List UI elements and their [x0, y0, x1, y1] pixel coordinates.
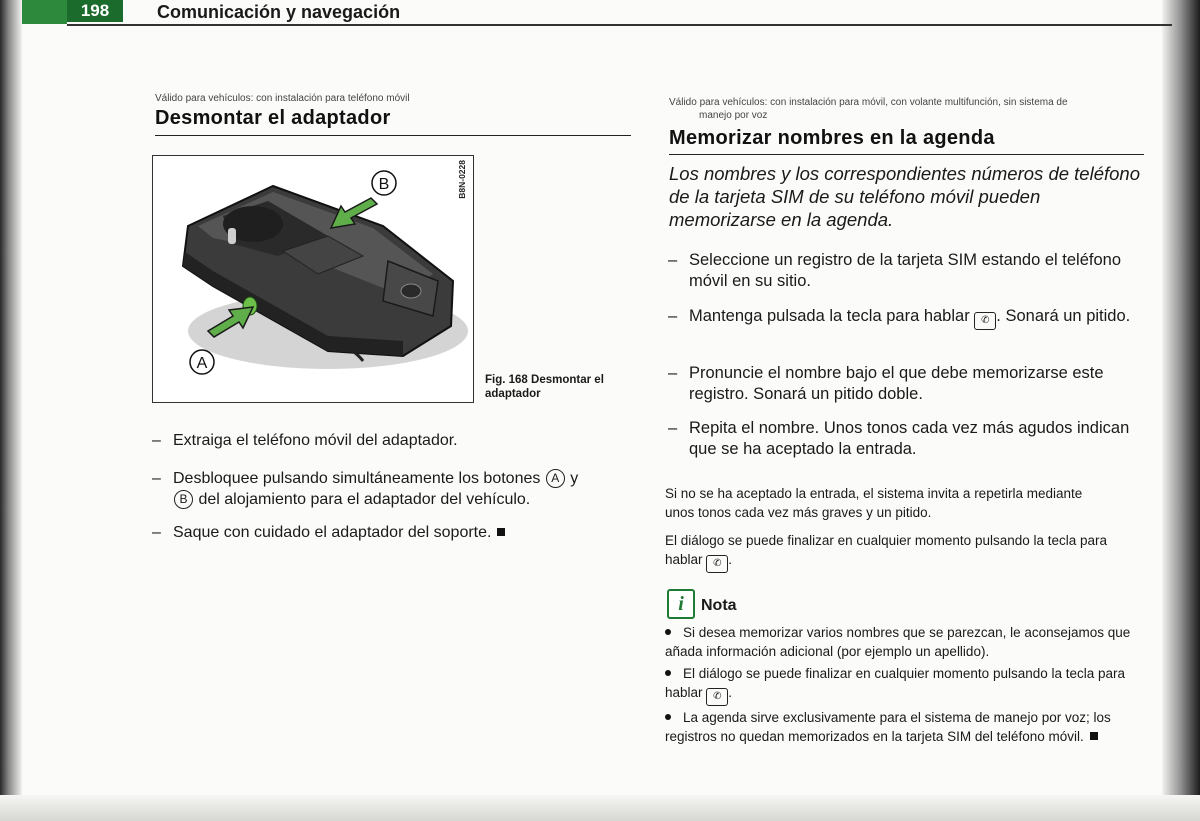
left-step-2-text-post: del alojamiento para el adaptador del vehículo. [198, 491, 531, 508]
running-title: Comunicación y navegación [157, 2, 401, 22]
right-step-2: – Mantenga pulsada la tecla para hablar ✆ . Sonará un pitido. [668, 306, 1146, 330]
note-bullet-2-text-post: . [728, 685, 733, 700]
header-rule [67, 24, 1172, 26]
right-step-3: – Pronuncie el nombre bajo el que debe memorizarse este registro. Sonará un pitido doble. [668, 363, 1146, 405]
info-icon: i [667, 589, 695, 619]
note-bullet-3 [665, 708, 1143, 746]
right-section-rule [669, 154, 1144, 155]
right-validity-note [669, 96, 1149, 122]
page-number: 198 [67, 0, 123, 22]
page-number-band [22, 0, 67, 24]
note-bullet-1 [665, 623, 1143, 661]
left-step-2-text-pre: Desbloquee pulsando simultáneamente los botones [173, 470, 541, 487]
right-step-4: – Repita el nombre. Unos tonos cada vez más agudos indican que se ha aceptado la entrada. [668, 418, 1146, 460]
right-validity-line1: Válido para vehículos: con instalación para móvil, con volante multifunción, sin sistema de [669, 97, 1068, 108]
scan-shadow-right [1162, 0, 1200, 821]
note-title: Nota [701, 597, 737, 614]
right-paragraph-2-post: . [728, 552, 733, 567]
right-step-1-text: Seleccione un registro de la tarjeta SIM estando el teléfono móvil en su sitio. [689, 251, 1122, 290]
right-paragraph-1: Si no se ha aceptado la entrada, el sistema invita a repetirla mediante unos tonos cada vez más graves y un pitido. [665, 486, 1083, 520]
right-paragraph-2-pre: El diálogo se puede finalizar en cualquier momento pulsando la tecla para hablar [665, 533, 1108, 567]
talk-key-icon: ✆ [706, 555, 728, 573]
callout-b-label: B [378, 176, 390, 193]
note-bullet-3-text: La agenda sirve exclusivamente para el sistema de manejo por voz; los registros no quedan memorizados en la tarjeta SIM del teléfono móvil. [665, 710, 1111, 744]
figure-code: B8N-0228 [457, 160, 467, 199]
left-step-3: – Saque con cuidado el adaptador del soporte. [152, 522, 632, 543]
callout-a-label: A [196, 355, 208, 372]
right-section-title: Memorizar nombres en la agenda [669, 127, 995, 149]
left-step-2: – Desbloquee pulsando simultáneamente los botones A y B del alojamiento para el adaptador del vehículo. [152, 470, 579, 508]
talk-key-icon: ✆ [974, 312, 996, 330]
bullet-dot [665, 714, 671, 720]
left-step-1: – Extraiga el teléfono móvil del adaptador. [152, 430, 632, 451]
right-paragraph-2 [665, 531, 1135, 573]
left-step-1-text: Extraiga el teléfono móvil del adaptador. [173, 432, 458, 449]
left-step-2-text-mid: y [570, 470, 579, 487]
left-section-title: Desmontar el adaptador [155, 107, 391, 129]
bullet-dot [665, 670, 671, 676]
figure-caption-number: Fig. 168 [485, 374, 528, 386]
right-validity-line2: manejo por voz [699, 110, 768, 121]
right-step-4-text: Repita el nombre. Unos tonos cada vez más agudos indican que se ha aceptado la entrada. [689, 419, 1130, 458]
end-of-section-mark [497, 528, 505, 536]
end-of-section-mark [1090, 732, 1098, 740]
figure-caption [485, 373, 645, 401]
note-bullet-2 [665, 664, 1143, 706]
note-bullet-2-text-pre: El diálogo se puede finalizar en cualquier momento pulsando la tecla para hablar [665, 666, 1126, 700]
bullet-dot [665, 629, 671, 635]
scan-shadow-bottom [0, 795, 1200, 821]
left-step-3-text: Saque con cuidado el adaptador del soporte. [173, 524, 492, 541]
left-validity-note: Válido para vehículos: con instalación para teléfono móvil [155, 93, 410, 104]
scan-shadow-left [0, 0, 22, 821]
button-b-ref: B [174, 490, 193, 509]
talk-key-icon: ✆ [706, 688, 728, 706]
right-intro: Los nombres y los correspondientes números de teléfono de la tarjeta SIM de su teléfono móvil pueden memorizarse en la agenda. [669, 163, 1140, 230]
adapter-illustration [153, 156, 473, 402]
button-a-ref: A [546, 469, 565, 488]
right-step-1: – Seleccione un registro de la tarjeta SIM estando el teléfono móvil en su sitio. [668, 250, 1146, 292]
right-step-2-text-pre: Mantenga pulsada la tecla para hablar [689, 307, 970, 325]
right-step-2-text-post: . Sonará un pitido. [996, 307, 1131, 325]
note-bullet-1-text: Si desea memorizar varios nombres que se parezcan, le aconsejamos que añada información adicional (por ejemplo un apellido). [665, 625, 1131, 659]
left-section-rule [155, 135, 631, 136]
adapter-figure [152, 155, 474, 403]
right-step-3-text: Pronuncie el nombre bajo el que debe memorizarse este registro. Sonará un pitido doble. [689, 364, 1104, 403]
figure-caption-text: Desmontar el adaptador [485, 374, 604, 400]
